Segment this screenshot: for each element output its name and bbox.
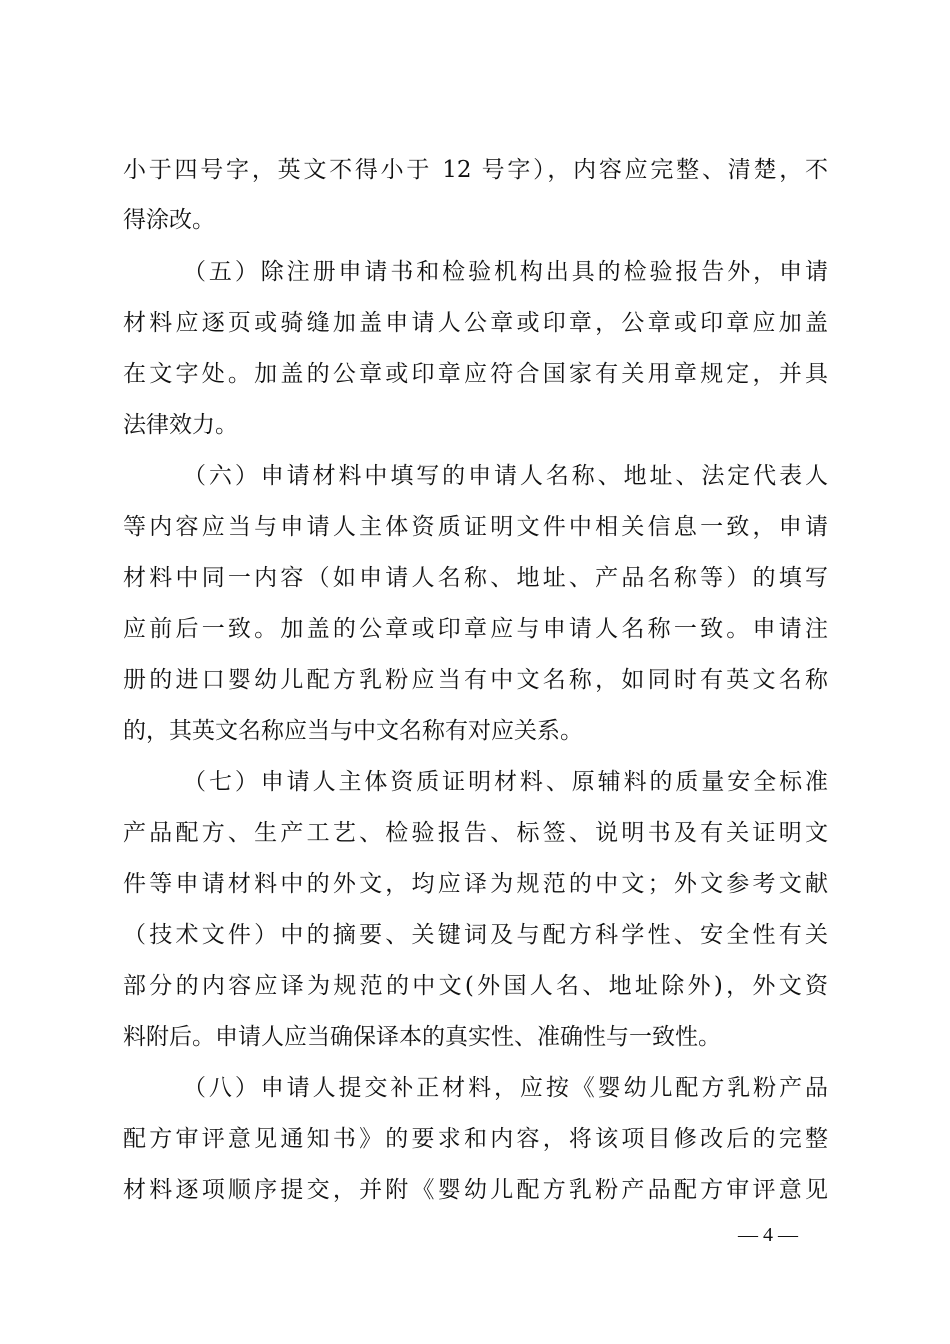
text-line-1: 小于四号字，英文不得小于 12 号字），内容应完整、清楚，不 — [123, 157, 828, 183]
paragraph-7-line-6: 料附后。申请人应当确保译本的真实性、准确性与一致性。 — [123, 1024, 721, 1050]
paragraph-7-line-1: （七）申请人主体资质证明材料、原辅料的质量安全标准 — [183, 769, 828, 795]
paragraph-7-line-4: （技术文件）中的摘要、关键词及与配方科学性、安全性有关 — [123, 922, 828, 948]
paragraph-7-line-3: 件等申请材料中的外文，均应译为规范的中文；外文参考文献 — [123, 871, 828, 897]
paragraph-6-line-6: 的，其英文名称应当与中文名称有对应关系。 — [123, 718, 583, 744]
paragraph-5-line-1: （五）除注册申请书和检验机构出具的检验报告外，申请 — [183, 259, 828, 285]
paragraph-6-line-2: 等内容应当与申请人主体资质证明文件中相关信息一致，申请 — [123, 514, 828, 540]
page-number: — 4 — — [738, 1224, 798, 1246]
paragraph-6-line-1: （六）申请材料中填写的申请人名称、地址、法定代表人 — [183, 463, 828, 489]
paragraph-8-line-1: （八）申请人提交补正材料，应按《婴幼儿配方乳粉产品 — [183, 1075, 828, 1101]
paragraph-5-line-2: 材料应逐页或骑缝加盖申请人公章或印章，公章或印章应加盖 — [123, 310, 828, 336]
paragraph-5-line-4: 法律效力。 — [123, 412, 238, 438]
paragraph-5-line-3: 在文字处。加盖的公章或印章应符合国家有关用章规定，并具 — [123, 361, 828, 387]
paragraph-6-line-5: 册的进口婴幼儿配方乳粉应当有中文名称，如同时有英文名称 — [123, 667, 828, 693]
text-line-2: 得涂改。 — [123, 207, 215, 233]
paragraph-6-line-3: 材料中同一内容（如申请人名称、地址、产品名称等）的填写 — [123, 565, 828, 591]
paragraph-7-line-2: 产品配方、生产工艺、检验报告、标签、说明书及有关证明文 — [123, 820, 828, 846]
paragraph-8-line-3: 材料逐项顺序提交，并附《婴幼儿配方乳粉产品配方审评意见 — [123, 1177, 828, 1203]
paragraph-6-line-4: 应前后一致。加盖的公章或印章应与申请人名称一致。申请注 — [123, 616, 828, 642]
paragraph-7-line-5: 部分的内容应译为规范的中文(外国人名、地址除外)，外文资 — [123, 973, 828, 999]
paragraph-8-line-2: 配方审评意见通知书》的要求和内容，将该项目修改后的完整 — [123, 1126, 828, 1152]
